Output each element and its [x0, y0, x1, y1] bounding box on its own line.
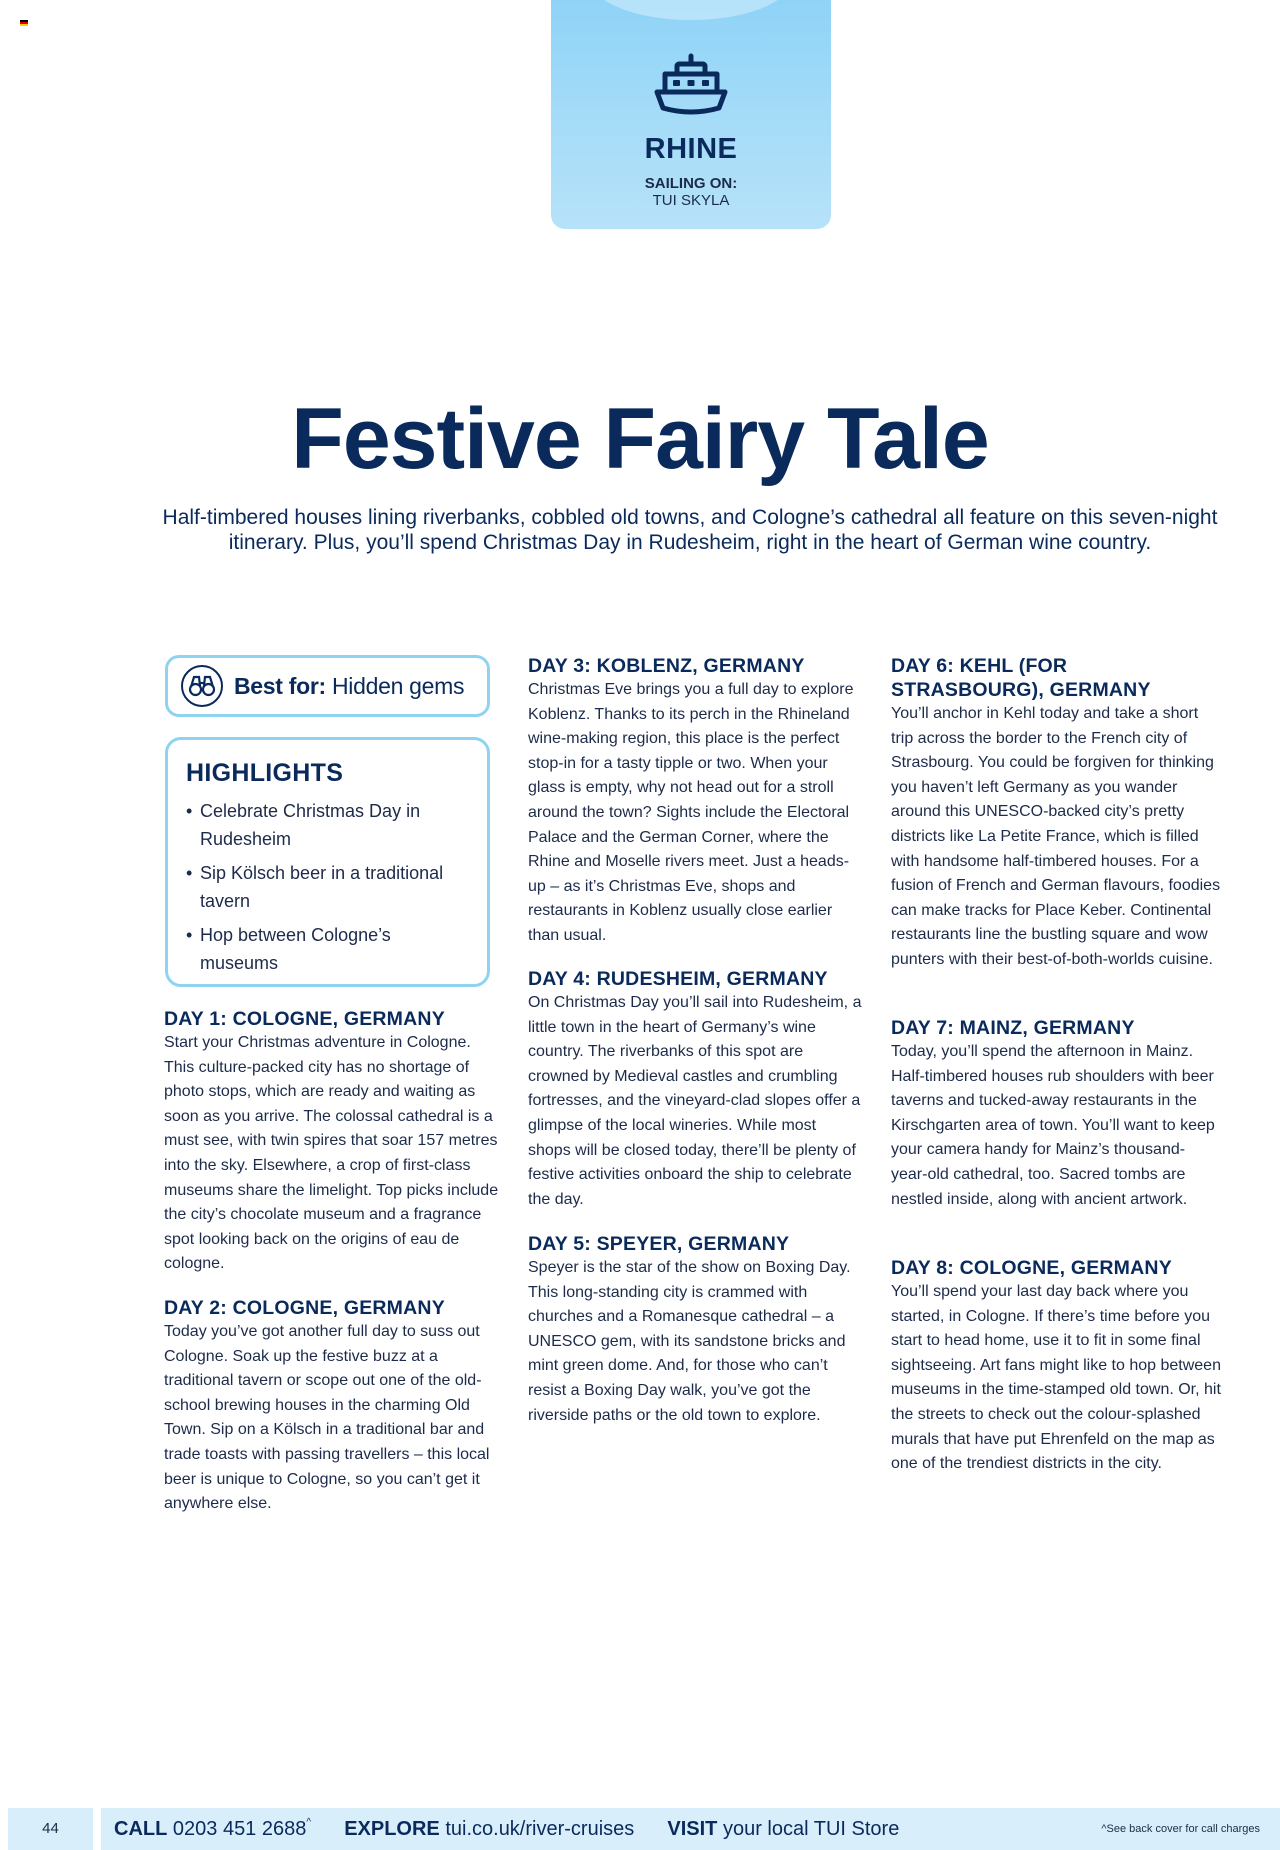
day-2-section [164, 1296, 499, 1517]
day-7-section [891, 1016, 1221, 1212]
day-heading: DAY 5: SPEYER, GERMANY [528, 1233, 790, 1255]
ship-icon [651, 52, 731, 122]
call-mark: ^ [306, 1817, 312, 1828]
footer-bar [101, 1808, 1280, 1850]
binoculars-icon [180, 664, 224, 708]
card-glow [591, 0, 791, 20]
visit-label: VISIT [667, 1818, 718, 1840]
route-name: RHINE [644, 133, 738, 165]
page-number: 44 [8, 1808, 93, 1850]
day-6-section [891, 654, 1221, 973]
highlight-item: • Hop between Cologne’s museums [186, 921, 469, 977]
highlight-item: • Sip Kölsch beer in a traditional tavern [186, 859, 469, 915]
day-heading: DAY 6: KEHL (FOR STRASBOURG), GERMANY [891, 655, 1151, 701]
highlight-item: • Celebrate Christmas Day in Rudesheim [186, 797, 469, 853]
day-8-section [891, 1256, 1221, 1477]
day-heading: DAY 3: KOBLENZ, GERMANY [528, 655, 805, 677]
highlights-box [165, 737, 490, 987]
day-heading: DAY 7: MAINZ, GERMANY [891, 1017, 1135, 1039]
best-for-box [165, 655, 490, 717]
day-heading: DAY 1: COLOGNE, GERMANY [164, 1008, 445, 1030]
day-text: You’ll anchor in Kehl today and take a short trip across the border to the French city of Strasbourg. You could be forgiven for thinking you haven’t left Germany as you wander around this UNESCO-backed city’s pretty districts like La Petite France, which is filled with handsome half-timbered houses. For a fusion of French and German flavours, foodies can make tracks for Place Keber. Continental restaurants line the bustling square and wow punters with their best-of-both-worlds cuisine. [891, 705, 1221, 968]
day-text: Start your Christmas adventure in Cologne. This culture-packed city has no shortage of photo stops, which are ready and waiting as soon as you arrive. The colossal cathedral is a must see, with twin spires that soar 157 metres into the sky. Elsewhere, a crop of first-class museums share the limelight. Top picks include the city’s chocolate museum and a fragrance spot looking back on the origins of eau de cologne. [164, 1034, 499, 1273]
call-charges-note: ^See back cover for call charges [1101, 1823, 1260, 1835]
day-heading: DAY 2: COLOGNE, GERMANY [164, 1297, 445, 1319]
day-text: On Christmas Day you’ll sail into Rudesheim, a little town in the heart of Germany’s wine country. The riverbanks of this spot are crowned by Medieval castles and crumbling fortresses, and the vineyard-clad slopes offer a glimpse of the local wineries. While most shops will be closed today, there’ll be plenty of festive activities onboard the ship to celebrate the day. [528, 994, 862, 1208]
route-card [551, 0, 831, 229]
best-for-label: Best for: [234, 672, 326, 699]
day-1-section [164, 1007, 499, 1277]
day-text: Speyer is the star of the show on Boxing Day. This long-standing city is crammed with churches and a Romanesque cathedral – a UNESCO gem, with its sandstone bricks and mint green dome. And, for those who can’t resist a Boxing Day walk, you’ve got the riverside paths or the old town to explore. [528, 1259, 851, 1424]
call-number[interactable]: 0203 451 2688 [172, 1818, 307, 1840]
day-text: You’ll spend your last day back where you started, in Cologne. If there’s time before you start to head home, use it to fit in some final sightseeing. Art fans might like to hop between museums in the time-stamped old town. Or, hit the streets to check out the colour-splashed murals that have put Ehrenfeld on the map as one of the trendiest districts in the city. [891, 1283, 1221, 1473]
intro-text: Half-timbered houses lining riverbanks, cobbled old towns, and Cologne’s cathedral all feature on this seven-night itinerary. Plus, you’ll spend Christmas Day in Rudesheim, right in the heart of German wine country. [162, 506, 1218, 554]
day-text: Today you’ve got another full day to suss out Cologne. Soak up the festive buzz at a traditional tavern or scope out one of the old-school brewing houses in the charming Old Town. Sip on a Kölsch in a traditional bar and trade toasts with passing travellers – this local beer is unique to Cologne, so you can’t get it anywhere else. [164, 1323, 490, 1513]
day-heading: DAY 4: RUDESHEIM, GERMANY [528, 968, 828, 990]
sailing-label: SAILING ON: [644, 175, 738, 192]
day-text: Christmas Eve brings you a full day to explore Koblenz. Thanks to its perch in the Rhineland wine-making region, this place is the perfect stop-in for a tasty tipple or two. When your glass is empty, why not head out for a stroll around the town? Sights include the Electoral Palace and the German Corner, where the Rhine and Moselle rivers meet. Just a heads-up – as it’s Christmas Eve, shops and restaurants in Koblenz usually close earlier than usual. [528, 681, 854, 944]
highlights-list [186, 797, 469, 977]
germany-flag-icon [20, 20, 28, 26]
call-label: CALL [114, 1818, 168, 1840]
visit-text: your local TUI Store [722, 1818, 900, 1840]
best-for-text [234, 673, 464, 700]
explore-link[interactable]: tui.co.uk/river-cruises [445, 1818, 635, 1840]
best-for-value: Hidden gems [331, 672, 465, 699]
day-3-section [528, 654, 863, 949]
day-5-section [528, 1232, 863, 1428]
explore-label: EXPLORE [344, 1818, 440, 1840]
highlights-title: HIGHLIGHTS [186, 759, 344, 787]
page-title: Festive Fairy Tale [291, 391, 989, 487]
ship-name: TUI SKYLA [652, 192, 730, 209]
day-text: Today, you’ll spend the afternoon in Mainz. Half-timbered houses rub shoulders with beer taverns and tucked-away restaurants in the Kirschgarten area of town. You’ll want to keep your camera handy for Mainz’s thousand-year-old cathedral, too. Sacred tombs are nestled inside, along with ancient artwork. [891, 1043, 1215, 1208]
day-4-section [528, 967, 863, 1212]
day-heading: DAY 8: COLOGNE, GERMANY [891, 1257, 1172, 1279]
